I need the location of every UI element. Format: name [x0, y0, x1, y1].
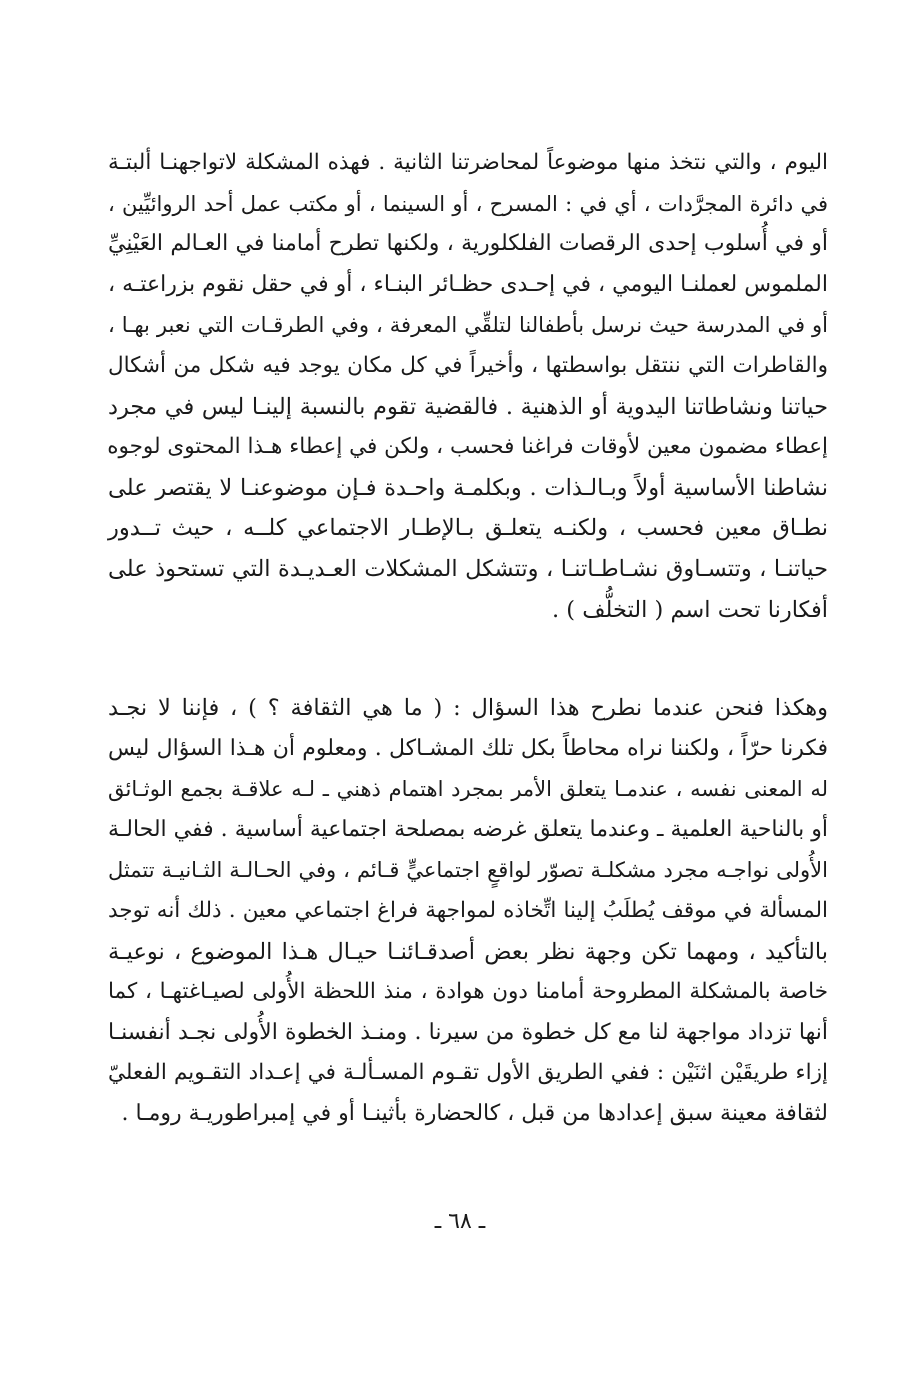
paragraph-line: حياتنا ونشاطاتنا اليدوية أو الذهنية . فالقضية تقوم بالنسبة إلينـا ليس في مجرد	[108, 393, 828, 420]
paragraph-line: إزاء طريقَيْن اثنَيْن : ففي الطريق الأول تقـوم المسـألـة في إعـداد التقـويم الفعليّ	[108, 1060, 828, 1086]
paragraph-line: إعطاء مضمون معين لأوقات فراغنا فحسب ، ولكن في إعطاء هـذا المحتوى لوجوه	[107, 434, 828, 460]
paragraph-line: أو في أُسلوب إحدى الرقصات الفلكلورية ، ولكنها تطرح أمامنا في العـالم العَيْنِيِّ	[108, 231, 828, 257]
paragraph-line: والقاطرات التي ننتقل بواسطتها ، وأخيراً في كل مكان يوجد فيه شكل من أشكال	[108, 352, 828, 378]
paragraph-line: أفكارنا تحت اسم ( التخلُّف ) .	[551, 596, 828, 623]
paragraph-line: في دائرة المجرَّدات ، أي في : المسرح ، أو السينما ، أو مكتب عمل أحد الروائيِّين ،	[108, 191, 828, 216]
paragraph-line: بالتأكيد ، ومهما تكن وجهة نظر بعض أصدقـائنـا حيـال هـذا الموضوع ، نوعيـة	[108, 938, 828, 965]
paragraph-line: الملموس لعملنـا اليومي ، في إحـدى حظـائر البنـاء ، أو في حقل نقوم بزراعتـه ،	[108, 271, 828, 297]
paragraph-line: أو في المدرسة حيث نرسل بأطفالنا لتلقِّي المعرفة ، وفي الطرقـات التي نعبر بهـا ،	[108, 313, 828, 338]
paragraph-line: نطـاق معين فحسب ، ولكنـه يتعلـق بـالإطـار الاجتماعي كلــه ، حيث تــدور	[108, 515, 828, 542]
paragraph-line: الأُولى نواجـه مجرد مشكلـة تصوّر لواقعٍ اجتماعيٍّ قـائم ، وفي الحـالـة الثـانيـة تتمثل	[108, 858, 828, 883]
paragraph-line: اليوم ، والتي نتخذ منها موضوعاً لمحاضرتنا الثانية . فهذه المشكلة لاتواجهنـا ألبتـة	[108, 150, 828, 175]
paragraph-line: خاصة بالمشكلة المطروحة أمامنا دون هوادة ، منذ اللحظة الأُولى لصيـاغتهـا ، كما	[108, 979, 828, 1005]
paragraph-line: فكرنا حرّاً ، ولكننا نراه محاطاً بكل تلك المشـاكل . ومعلوم أن هـذا السؤال ليس	[108, 735, 828, 761]
paragraph-line: أنها تزداد مواجهة لنا مع كل خطوة من سيرنا . ومنـذ الخطوة الأُولى نجـد أنفسنـا	[108, 1019, 828, 1045]
paragraph-line: المسألة في موقف يُطلَبُ إلينا اتِّخاذه لمواجهة فراغ اجتماعي معين . ذلك أنه توجد	[108, 897, 828, 923]
paragraph-line: حياتنـا ، وتتسـاوق نشـاطـاتنـا ، وتتشكل المشكلات العـديـدة التي تستحوذ على	[108, 555, 828, 582]
paragraph-1	[108, 143, 828, 630]
paragraph-line: أو بالناحية العلمية ـ وعندما يتعلق غرضه بمصلحة اجتماعية أساسية . ففي الحالـة	[108, 816, 828, 842]
paragraph-line: لثقافة معينة سبق إعدادها من قبل ، كالحضارة بأثينـا أو في إمبراطوريـة رومـا .	[121, 1100, 828, 1126]
paragraph-2	[108, 688, 828, 1135]
page-number: ـ ٦٨ ـ	[434, 1209, 486, 1234]
paragraph-line: وهكذا فنحن عندما نطرح هذا السؤال : ( ما هي الثقافة ؟ ) ، فإننا لا نجـد	[108, 695, 828, 721]
paragraph-line: له المعنى نفسه ، عندمـا يتعلق الأمر بمجرد اهتمام ذهني ـ لـه علاقـة بجمع الوثـائق	[108, 777, 828, 802]
paragraph-line: نشاطنا الأساسية أولاً وبـالـذات . وبكلمـة واحـدة فـإن موضوعنـا لا يقتصر على	[108, 474, 828, 501]
